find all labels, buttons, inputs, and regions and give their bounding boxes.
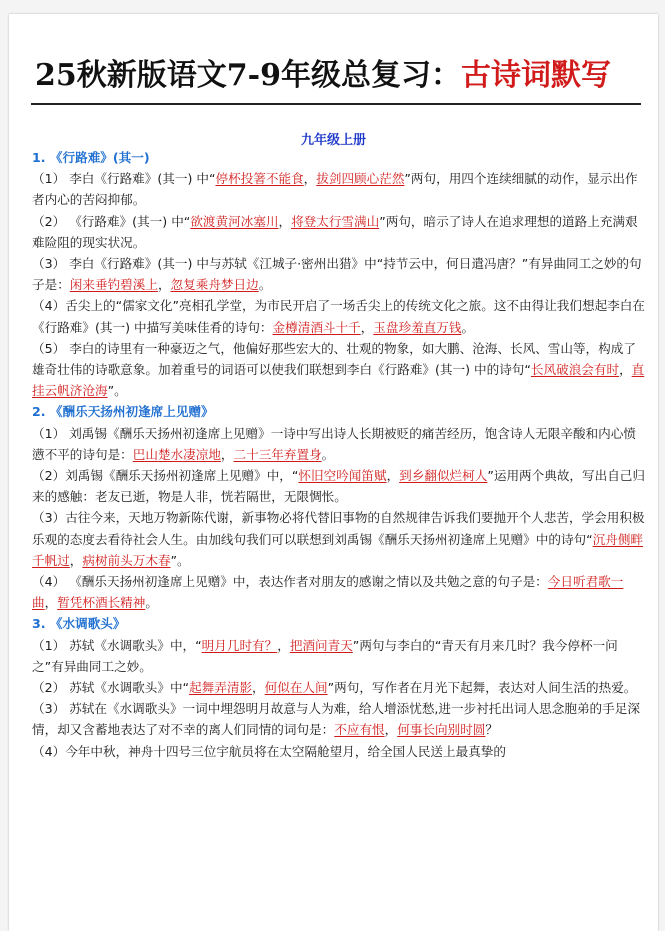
- answer-text: 玉盘珍羞直万钱: [373, 319, 462, 335]
- question-text: （4） 《酬乐天扬州初逢席上见赠》中，表达作者对朋友的感谢之情以及共勉之意的句子是：: [32, 574, 548, 590]
- answer-text: 长风破浪会有时: [530, 362, 620, 378]
- answer-text: 起舞弄清影: [189, 680, 253, 696]
- question-tail: ？: [485, 722, 498, 738]
- answer-text: 暂凭杯酒长精神: [57, 595, 146, 611]
- answer-text: 停杯投箸不能食: [215, 171, 304, 187]
- question-text: （2） 苏轼《水调歌头》中“: [32, 680, 190, 696]
- answer-text: 巴山楚水凄凉地: [132, 446, 221, 462]
- answer-separator: ，: [278, 213, 292, 229]
- title-highlight: 古诗词默写: [460, 58, 611, 93]
- question-text: （3） 苏轼在《水调歌头》一词中埋怨明月故意与人为难，给人增添忧愁,进一步衬托出词人思念胞弟的手足深情，却又含蓄地表达了对不幸的离人们同情的词句是：: [32, 701, 640, 738]
- question-item: [32, 465, 646, 507]
- question-item: [32, 741, 646, 762]
- answer-text: 二十三年弃置身: [233, 446, 322, 462]
- question-item: [32, 211, 646, 253]
- question-tail: ”两句，写作者在月光下起舞，表达对人间生活的热爱。: [327, 680, 637, 696]
- answer-separator: ，: [69, 552, 83, 568]
- question-item: [32, 253, 646, 295]
- answer-separator: ，: [252, 680, 265, 696]
- answer-text: 到乡翻似烂柯人: [399, 468, 488, 484]
- answer-separator: ，: [619, 362, 632, 378]
- answer-text: 何似在人间: [264, 680, 328, 696]
- answer-text: 沉舟侧畔千帆过: [32, 531, 644, 568]
- question-item: [32, 571, 646, 613]
- question-text: （4）今年中秋，神舟十四号三位宇航员将在太空隔舱望月，给全国人民送上最真挚的: [32, 743, 506, 759]
- question-tail: ”两句与李白的“青天有月来几时？我今停杯一问之”有异曲同工之妙。: [32, 637, 618, 674]
- answer-text: 何事长向别时圆: [397, 722, 486, 738]
- question-item: [32, 168, 646, 210]
- answer-separator: ，: [44, 595, 58, 611]
- answer-text: 把酒问青天: [289, 637, 353, 653]
- question-item: [32, 507, 646, 571]
- answer-text: 直挂云帆济沧海: [32, 362, 645, 399]
- answer-separator: ，: [277, 637, 290, 653]
- answer-text: 欲渡黄河冰塞川: [190, 213, 279, 229]
- document-page: [9, 14, 658, 931]
- answer-text: 不应有恨: [334, 722, 385, 738]
- answer-text: 拔剑四顾心茫然: [316, 171, 405, 187]
- question-text: （1） 李白《行路难》(其一) 中“: [32, 171, 216, 187]
- answer-text: 忽复乘舟梦日边: [170, 277, 259, 293]
- answer-text: 病树前头万木春: [82, 552, 171, 568]
- question-text: （2） 《行路难》(其一) 中“: [32, 213, 191, 229]
- question-tail: 。: [258, 277, 272, 293]
- question-text: （3）古往今来，天地万物新陈代谢，新事物必将代替旧事物的自然规律告诉我们要抛开个人悲苦，学会用积极乐观的态度去看待社会人生。由加线句我们可以联想到刘禹锡《酬乐天扬州初逢席上见赠》中的诗句“: [32, 510, 645, 547]
- question-item: [32, 423, 646, 465]
- question-item: [32, 295, 646, 337]
- section-heading: 3. 《水调歌头》: [32, 616, 126, 632]
- question-tail: ”两句，用四个连续细腻的动作，显示出作者内心的苦闷抑郁。: [32, 171, 638, 208]
- question-tail: ”运用两个典故，写出自己归来的感触：老友已逝，物是人非，恍若隔世，无限惆怅。: [32, 468, 645, 505]
- question-item: [32, 698, 646, 740]
- answer-text: 怀旧空吟闻笛赋: [298, 468, 387, 484]
- question-text: （4）舌尖上的“儒家文化”亮相孔学堂，为市民开启了一场舌尖上的传统文化之旅。这不由得让我们想起李白在《行路难》(其一) 中描写美味佳肴的诗句：: [32, 298, 645, 335]
- question-item: [32, 635, 646, 677]
- answer-text: 闲来垂钓碧溪上: [69, 277, 158, 293]
- answer-separator: ，: [360, 319, 374, 335]
- question-tail: ”。: [107, 383, 127, 399]
- title-underline: [31, 103, 641, 105]
- answer-separator: ，: [303, 171, 317, 187]
- document-title: [35, 54, 611, 98]
- answer-text: 明月几时有？: [201, 637, 278, 653]
- question-item: [32, 338, 646, 402]
- question-text: （1） 苏轼《水调歌头》中，“: [32, 637, 202, 653]
- exercise-content: [32, 147, 646, 762]
- answer-separator: ，: [384, 722, 398, 738]
- section-heading: 1. 《行路难》(其一): [32, 150, 150, 165]
- section-heading: 2. 《酬乐天扬州初逢席上见赠》: [32, 404, 214, 420]
- answer-text: 金樽清酒斗十千: [272, 319, 361, 335]
- grade-subtitle: 九年级上册: [300, 133, 366, 148]
- question-tail: 。: [145, 595, 158, 611]
- answer-text: 今日听君歌一曲: [32, 574, 624, 611]
- question-tail: ”。: [170, 552, 190, 568]
- answer-separator: ，: [220, 446, 234, 462]
- question-text: （1） 刘禹锡《酬乐天扬州初逢席上见赠》一诗中写出诗人长期被贬的痛苦经历，饱含诗人无限辛酸和内心愤懑不平的诗句是：: [32, 425, 636, 462]
- answer-separator: ，: [157, 277, 171, 293]
- question-text: （2）刘禹锡《酬乐天扬州初逢席上见赠》中，“: [32, 468, 299, 484]
- question-text: （3） 李白《行路难》(其一) 中与苏轼《江城子·密州出猎》中“持节云中，何日遣冯唐？”有异曲同工之妙的句子是：: [32, 256, 642, 293]
- answer-separator: ，: [386, 468, 400, 484]
- answer-text: 将登太行雪满山: [291, 213, 380, 229]
- question-tail: 。: [321, 446, 335, 462]
- question-item: [32, 677, 646, 698]
- question-text: （5） 李白的诗里有一种豪迈之气，他偏好那些宏大的、壮观的物象，如大鹏、沧海、长风、雪山等，构成了雄奇壮伟的诗歌意象。加着重号的词语可以使我们联想到李白《行路难》(其一) 中的诗句“: [32, 340, 636, 378]
- question-tail: ”两句，暗示了诗人在追求理想的道路上充满艰难险阻的现实状况。: [32, 213, 638, 250]
- question-tail: 。: [461, 319, 475, 335]
- title-main: 25秋新版语文7-9年级总复习：: [35, 58, 461, 93]
